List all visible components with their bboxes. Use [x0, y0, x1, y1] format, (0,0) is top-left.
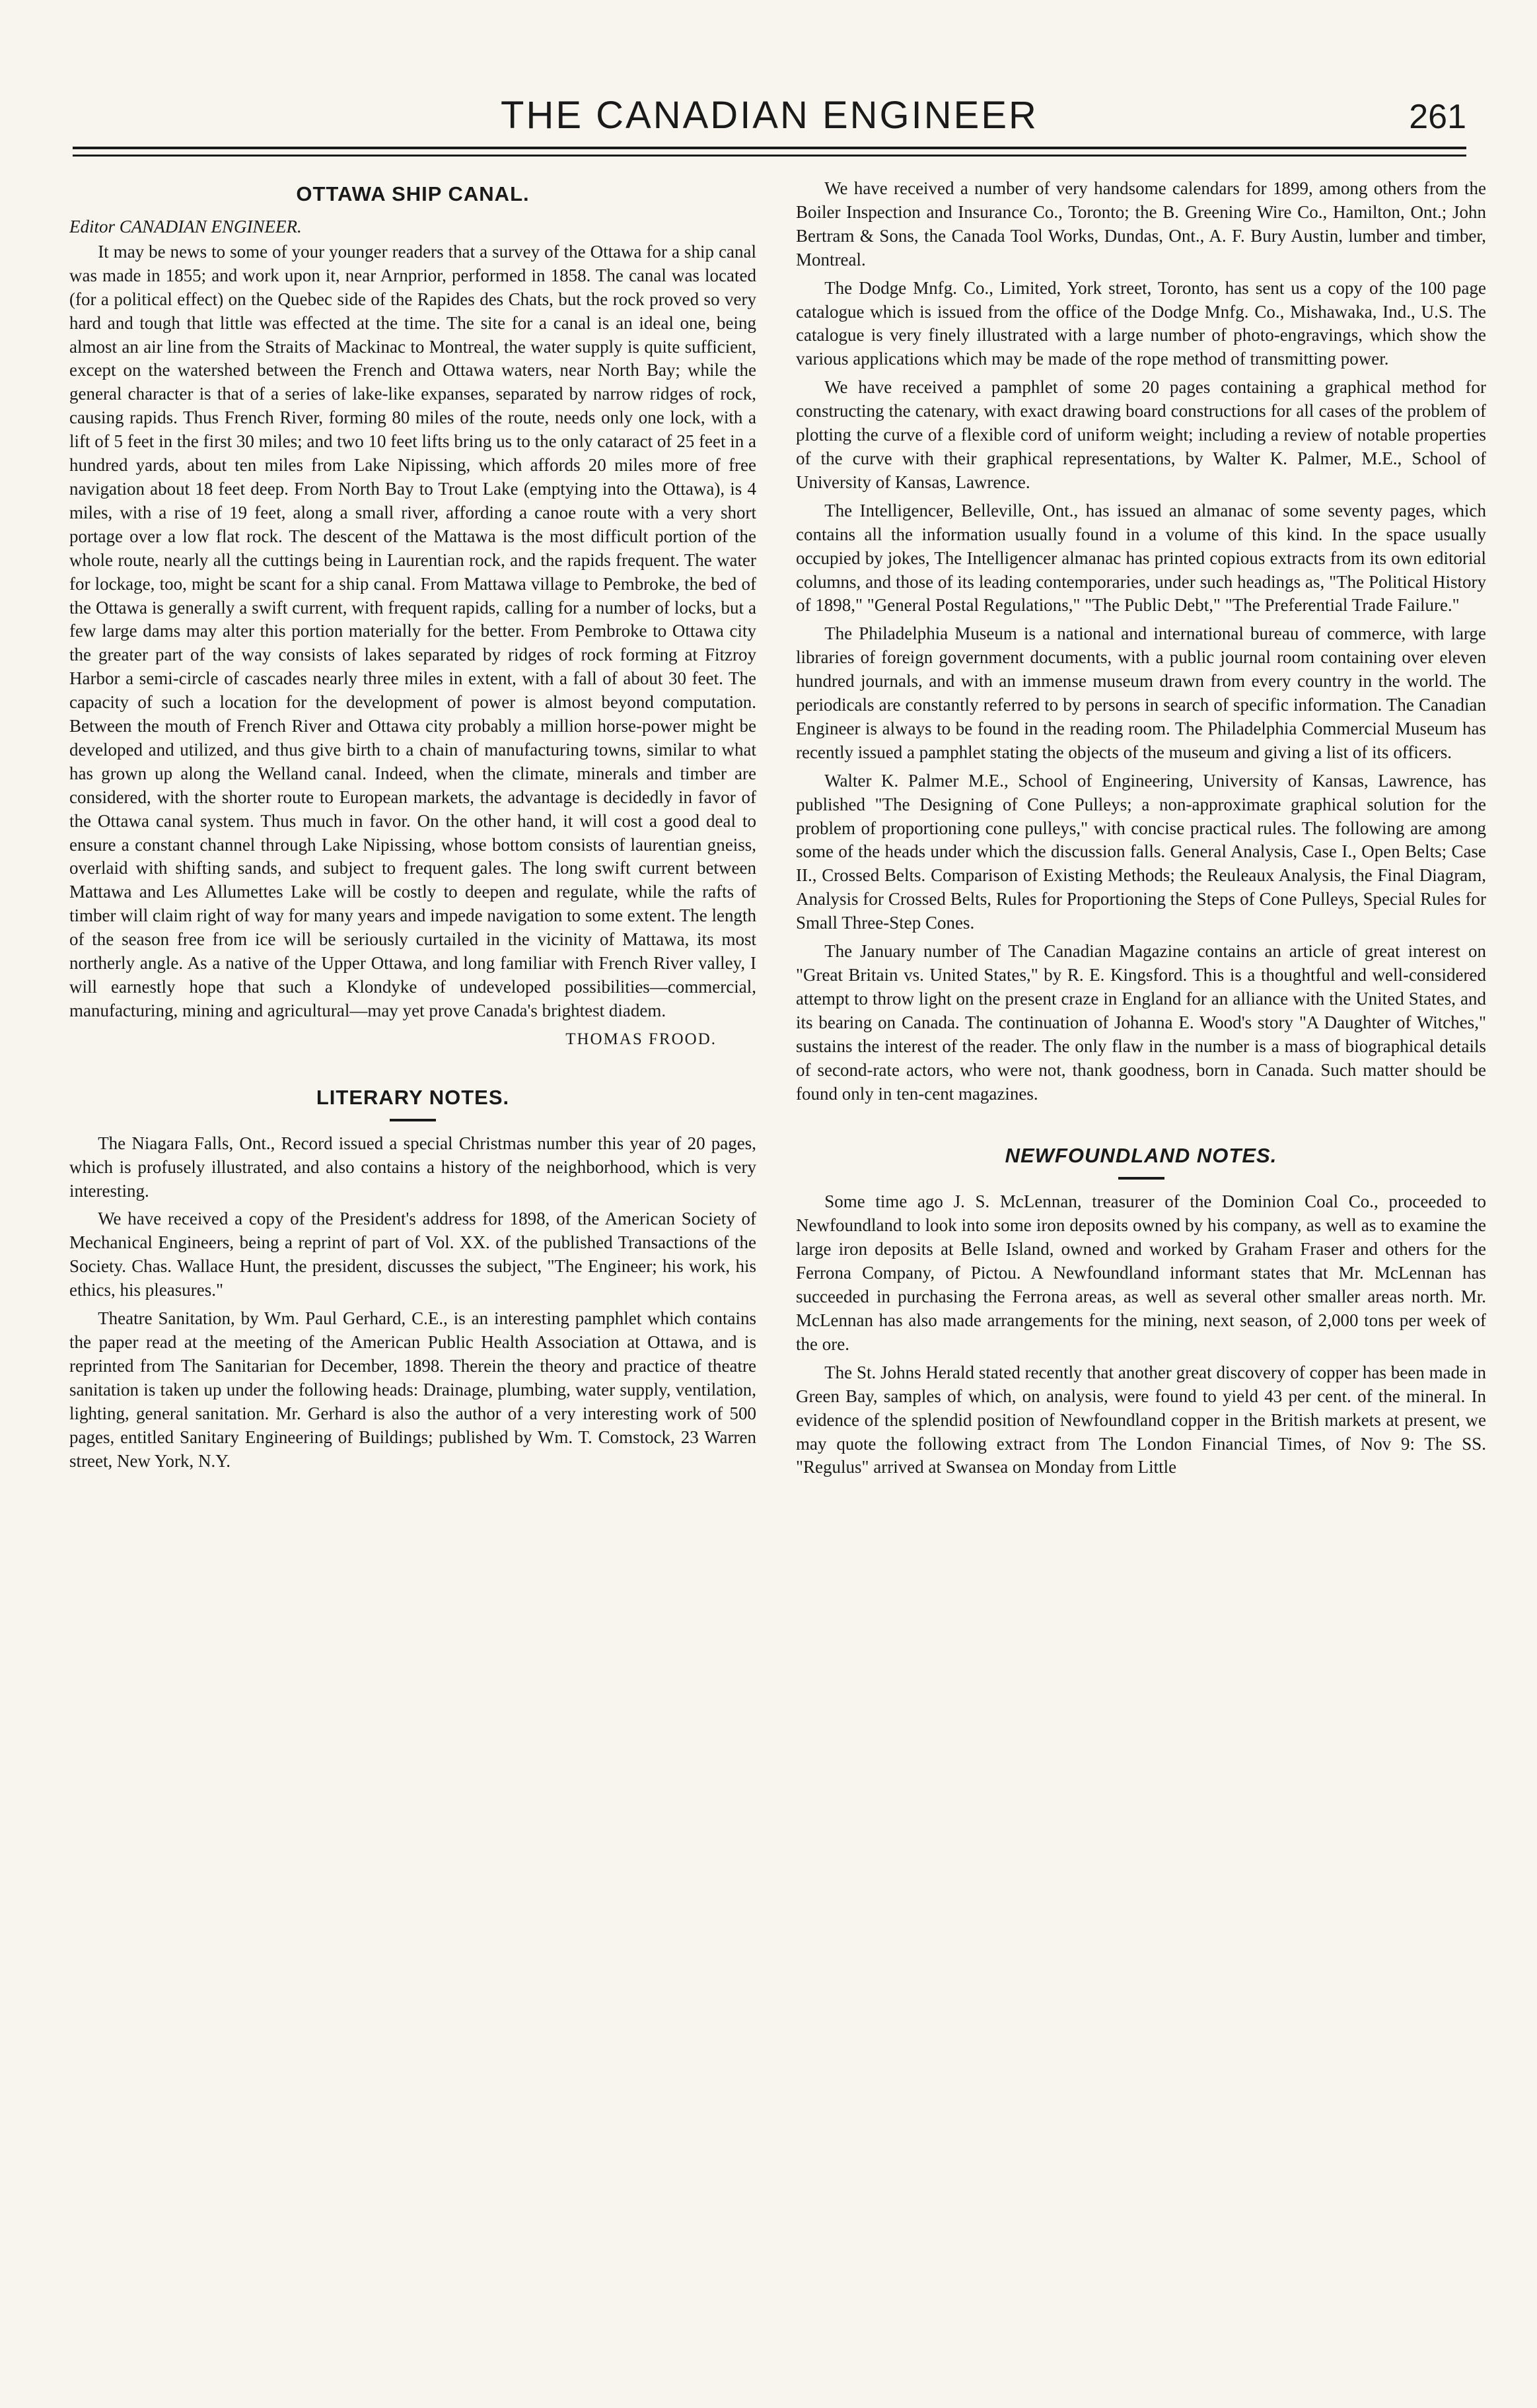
- article-paragraph: The St. Johns Herald stated recently that another great discovery of copper has been made in Green Bay, samples of which, on analysis, were found to yield 43 per cent. of the mineral. In evidence of the splendid position of Newfoundland copper in the British markets at present, we may quote the following extract from The London Financial Times, of Nov 9: The SS. "Regulus" arrived at Swansea on Monday from Little: [796, 1362, 1486, 1477]
- salutation: Editor CANADIAN ENGINEER.: [69, 217, 302, 236]
- section-rule: [390, 1119, 436, 1121]
- section-title: NEWFOUNDLAND NOTES.: [1005, 1144, 1277, 1168]
- section-literary-notes: [69, 1084, 756, 1473]
- article-paragraph: It may be news to some of your younger readers that a survey of the Ottawa for a ship canal was made in 1855; and work upon it, near Arnprior, performed in 1858. The canal was located (for a political effect) on the Quebec side of the Rapides des Chats, but the rock proved so very hard and tough that little was effected at the time. The site for a canal is an ideal one, being almost an air line from the Straits of Mackinac to Montreal, the water supply is quite sufficient, except on the watershed between the French and Ottawa waters, near North Bay; while the general character is that of a series of lake-like expanses, separated by narrow ridges of rock, causing rapids. Thus French River, forming 80 miles of the route, needs only one lock, with a lift of 5 feet in the first 30 miles; and two 10 feet lifts bring us to the only cataract of 25 feet in a hundred yards, about ten miles from Lake Nipissing, which affords 20 miles more of free navigation about 18 feet deep. From North Bay to Trout Lake (emptying into the Ottawa), is 4 miles, with a rise of 19 feet, along a small river, affording a canoe route with a very short portage over a low flat rock. The descent of the Mattawa is the most difficult portion of the whole route, nearly all the cuttings being in Laurentian rock, and the rapids frequent. The water for lockage, too, might be scant for a ship canal. From Mattawa village to Pembroke, the bed of the Ottawa is generally a swift current, with frequent rapids, calling for a number of locks, but a few large dams may alter this portion materially for the better. From Pembroke to Ottawa city the greater part of the way consists of lakes separated by ridges of rock forming at Fitzroy Harbor a semi-circle of cascades nearly three miles in extent, with a fall of about 30 feet. The capacity of such a location for the development of power is almost beyond computation. Between the mouth of French River and Ottawa city probably a million horse-power might be developed and utilized, and thus give birth to a chain of manufacturing towns, similar to what has grown up along the Welland canal. Indeed, when the climate, minerals and timber are considered, with the shorter route to European markets, the advantage is decidedly in favor of the Ottawa canal system. Thus much in favor. On the other hand, it will cost a good deal to ensure a constant channel through Lake Nipissing, whose bottom consists of laurentian gneiss, overlaid with shifting sands, and subject to frequent gales. The long swift current between Mattawa and Les Allumettes Lake will be costly to deepen and regulate, while the rafts of timber will claim right of way for many years and impede navigation to some extent. The length of the season free from ice will be seriously curtailed in the vicinity of Mattawa, its most northerly angle. As a native of the Upper Ottawa, and long familiar with French River valley, I will earnestly hope that such a Klondyke of undeveloped possibilities—commercial, manufacturing, mining and agricultural—may yet prove Canada's brightest diadem.: [69, 241, 756, 1020]
- article-paragraph: The Niagara Falls, Ont., Record issued a special Christmas number this year of 20 pages, which is profusely illustrated, and also contains a history of the neighborhood, which is very interesting.: [69, 1133, 756, 1201]
- section-newfoundland-notes: [796, 1143, 1486, 1479]
- journal-title: THE CANADIAN ENGINEER: [501, 94, 1038, 137]
- article-paragraph: We have received a pamphlet of some 20 pages containing a graphical method for constructing the catenary, with exact drawing board constructions for all cases of the problem of plotting the curve of a flexible cord of uniform weight; including a review of notable properties of the curve with their graphical representations, by Walter K. Palmer, M.E., School of University of Kansas, Lawrence.: [796, 377, 1486, 492]
- article-paragraph: We have received a copy of the President's address for 1898, of the American Society of Mechanical Engineers, being a reprint of part of Vol. XX. of the published Transactions of the Society. Chas. Wallace Hunt, the president, discusses the subject, "The Engineer; his work, his ethics, his pleasures.": [69, 1209, 756, 1300]
- article-paragraph: We have received a number of very handsome calendars for 1899, among others from the Boiler Inspection and Insurance Co., Toronto; the B. Greening Wire Co., Hamilton, Ont.; John Bertram & Sons, the Canada Tool Works, Dundas, Ont., A. F. Bury Austin, lumber and timber, Montreal.: [796, 178, 1486, 269]
- page-number: 261: [1409, 98, 1466, 136]
- article-paragraph: Some time ago J. S. McLennan, treasurer of the Dominion Coal Co., proceeded to Newfoundland to look into some iron deposits owned by his company, as well as to examine the large iron deposits at Belle Island, owned and worked by Graham Fraser and others for the Ferrona Company, of Pictou. A Newfoundland informant states that Mr. McLennan has succeeded in purchasing the Ferrona areas, as well as several other smaller areas north. Mr. McLennan has also made arrangements for the mining, next season, of 2,000 tons per week of the ore.: [796, 1191, 1486, 1354]
- article-paragraph: Walter K. Palmer M.E., School of Engineering, University of Kansas, Lawrence, has published "The Designing of Cone Pulleys; a non-approximate graphical solution for the problem of proportioning cone pulleys," with concise practical rules. The following are among some of the heads under which the discussion falls. General Analysis, Case I., Open Belts; Case II., Crossed Belts. Comparison of Existing Methods; the Reuleaux Analysis, the Final Diagram, Analysis for Crossed Belts, Rules for Proportioning the Steps of Cone Pulleys, Special Rules for Small Three-Step Cones.: [796, 770, 1486, 933]
- article-paragraph: The Philadelphia Museum is a national and international bureau of commerce, with large libraries of foreign government documents, with a public journal room containing over eleven hundred journals, and with an immense museum drawn from every country in the world. The periodicals are constantly referred to by persons in search of specific information. The Canadian Engineer is always to be found in the reading room. The Philadelphia Commercial Museum has recently issued a pamphlet stating the objects of the museum and giving a list of its officers.: [796, 623, 1486, 762]
- article-paragraph: Theatre Sanitation, by Wm. Paul Gerhard, C.E., is an interesting pamphlet which contains the paper read at the meeting of the American Public Health Association at Ottawa, and is reprinted from The Sanitarian for December, 1898. Therein the theory and practice of theatre sanitation is taken up under the following heads: Drainage, plumbing, water supply, ventilation, lighting, general sanitation. Mr. Gerhard is also the author of a very interesting work of 500 pages, entitled Sanitary Engineering of Buildings; published by Wm. T. Comstock, 23 Warren street, New York, N.Y.: [69, 1308, 756, 1471]
- section-literary-notes-continued: [796, 177, 1486, 1106]
- header-rule-line: [73, 155, 1466, 157]
- section-title: LITERARY NOTES.: [316, 1085, 510, 1109]
- article-title: OTTAWA SHIP CANAL.: [296, 182, 530, 205]
- article-paragraph: The Dodge Mnfg. Co., Limited, York street, Toronto, has sent us a copy of the 100 page catalogue which is issued from the office of the Dodge Mnfg. Co., Mishawaka, Ind., U.S. The catalogue is very finely illustrated with a large number of photo-engravings, which show the various applications which may be made of the rope method of transmitting power.: [796, 277, 1486, 369]
- header-rule: [73, 147, 1466, 161]
- right-column: [796, 177, 1486, 2383]
- article-ottawa-ship-canal: [69, 181, 756, 1051]
- left-column: [69, 177, 756, 2383]
- signature: THOMAS FROOD.: [565, 1030, 717, 1048]
- page-header: [73, 92, 1466, 172]
- header-rule-line: [73, 147, 1466, 149]
- article-paragraph: The Intelligencer, Belleville, Ont., has issued an almanac of some seventy pages, which contains all the information usually found in a volume of this kind. In the space usually occupied by jokes, The Intelligencer almanac has printed copious extracts from its own editorial columns, and those of its leading contemporaries, under such headings as, "The Political History of 1898," "General Postal Regulations," "The Public Debt," "The Preferential Trade Failure.": [796, 500, 1486, 616]
- article-paragraph: The January number of The Canadian Magazine contains an article of great interest on "Great Britain vs. United States," by R. E. Kingsford. This is a thoughtful and well-considered attempt to throw light on the present craze in England for an alliance with the United States, and its bearing on Canada. The continuation of Johanna E. Wood's story "A Daughter of Witches," sustains the interest of the reader. The only flaw in the number is a mass of biographical details of second-rate actors, who were not, thank goodness, born in Canada. Such matter should be found only in ten-cent magazines.: [796, 941, 1486, 1104]
- section-rule: [1118, 1177, 1164, 1180]
